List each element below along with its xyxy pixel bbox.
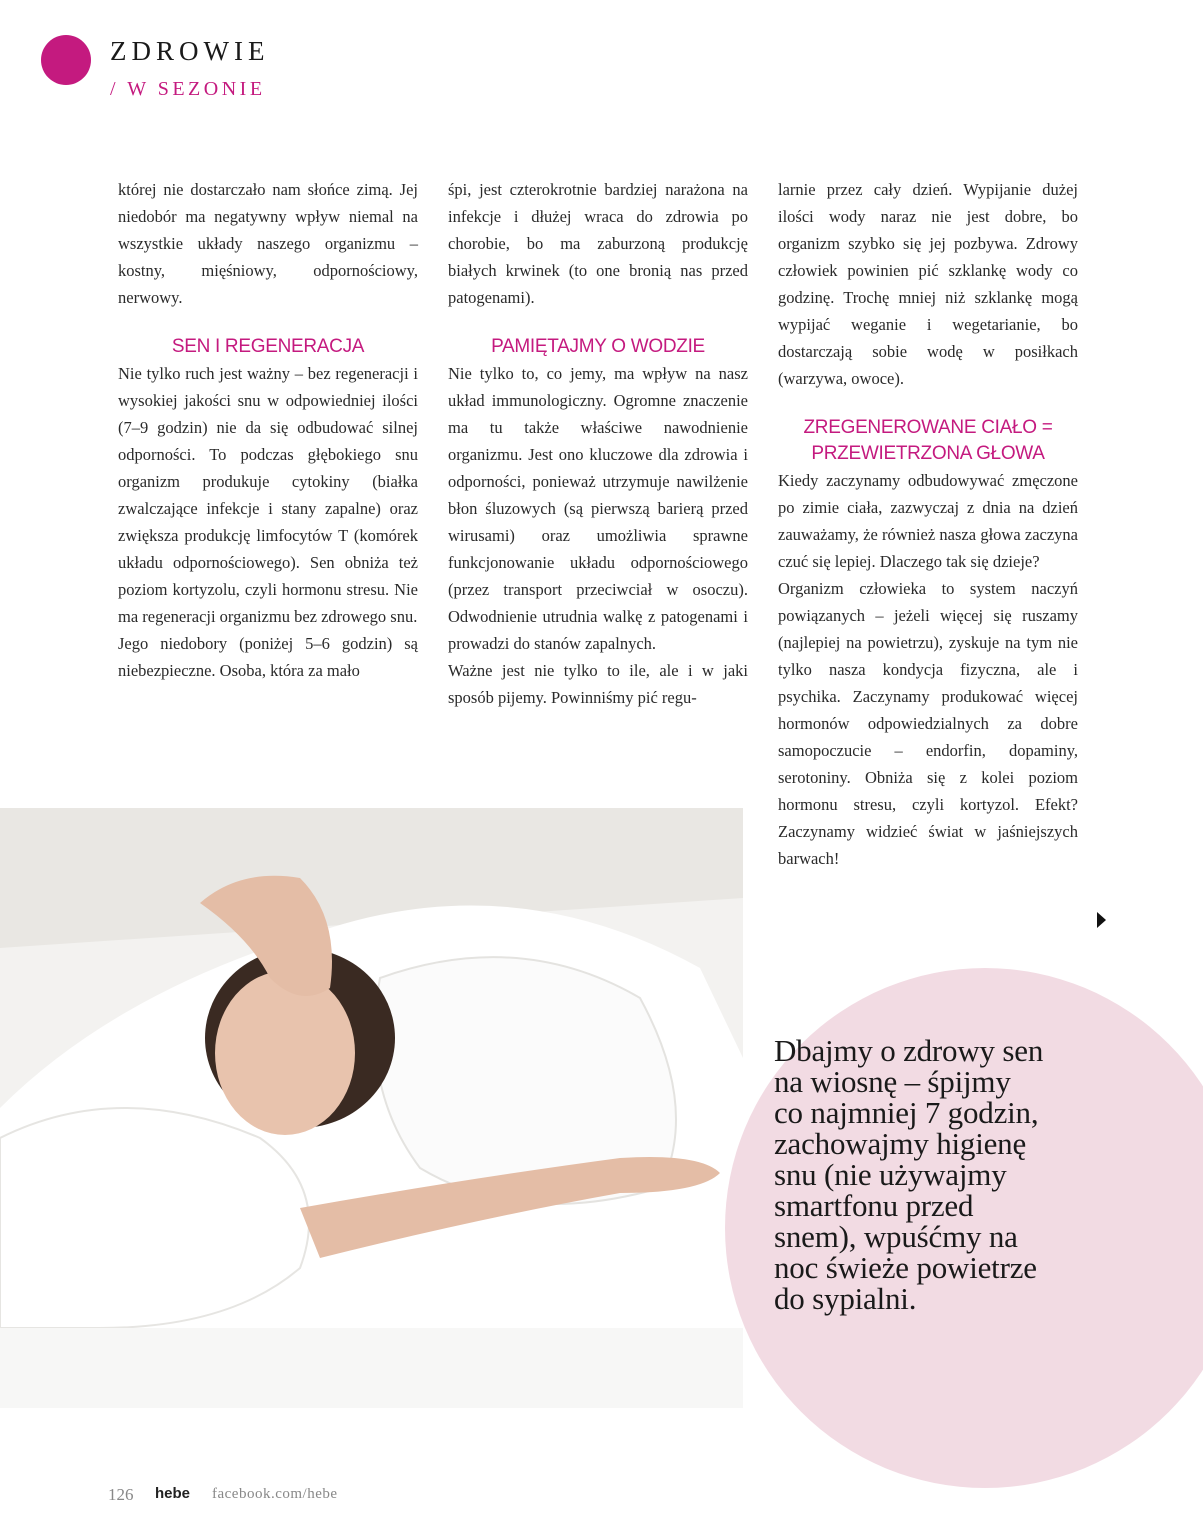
quote-line: zachowajmy higienę — [774, 1126, 1027, 1161]
heading-line: ZREGENEROWANE CIAŁO = — [803, 417, 1053, 438]
quote-line: Dbajmy o zdrowy sen — [774, 1033, 1044, 1068]
section-heading-sleep: SEN I REGENERACJA — [171, 336, 365, 357]
paragraph: której nie dostarczało nam słońce zimą. Jej niedobór ma negatywny wpływ niemal na wszystkie układy naszego organizmu – kostny, mięśniowy, odpornościowy, nerwowy. — [118, 180, 418, 307]
quote-line: smartfonu przed — [774, 1188, 974, 1223]
brand-logo: hebe — [155, 1485, 191, 1502]
quote-line: na wiosnę – śpijmy — [774, 1064, 1011, 1099]
quote-line: snu (nie używajmy — [774, 1157, 1007, 1192]
quote-line: snem), wpuśćmy na — [774, 1219, 1018, 1254]
section-heading-water: PAMIĘTAJMY O WODZIE — [491, 336, 705, 357]
paragraph: larnie przez cały dzień. Wypijanie dużej ilości wody naraz nie jest dobre, bo organizm szybko się jej pozbywa. Zdrowy człowiek powinien pić szklankę wody co godzinę. Trochę mniej niż szklankę mogą wypijać weganie i wegetarianie, bo dostarczają sobie wodę w posiłkach (warzywa, owoce). — [778, 180, 1078, 388]
heading-line: PRZEWIETRZONA GŁOWA — [811, 443, 1045, 464]
section-dot-icon — [41, 35, 91, 85]
quote-line: co najmniej 7 godzin, — [774, 1095, 1039, 1130]
website-link: facebook.com/hebe — [212, 1486, 338, 1502]
article-column-3 — [778, 176, 1078, 872]
woman-stretching-in-bed-photo — [0, 808, 743, 1408]
article-column-1 — [118, 176, 418, 684]
paragraph: śpi, jest czterokrotnie bardziej narażona na infekcje i dłużej wraca do zdrowia po chorobie, bo ma zaburzoną produkcję białych krwinek (to one bronią nas przed patogenami). — [448, 180, 748, 307]
pull-quote — [774, 1035, 1104, 1314]
quote-line: noc świeże powietrze — [774, 1250, 1037, 1285]
article-column-2 — [448, 176, 748, 711]
continue-arrow-icon — [1097, 912, 1106, 928]
section-title: ZDROWIE — [110, 36, 270, 66]
section-heading-body-head — [778, 415, 1078, 467]
paragraph: Nie tylko to, co jemy, ma wpływ na nasz układ immunologiczny. Ogromne znaczenie ma tu także właściwe nawodnienie organizmu. Jest ono kluczowe dla zdrowia i odporności, ponieważ utrzymuje nawilżenie błon śluzowych (są pierwszą barierą przed wirusami) oraz umożliwia sprawne funkcjonowanie układu odpornościowego (przez transport przeciwciał w osoczu). Odwodnienie utrudnia walkę z patogenami i prowadzi do stanów zapalnych. — [448, 364, 748, 653]
paragraph: Ważne jest nie tylko to ile, ale i w jaki sposób pijemy. Powinniśmy pić regu- — [448, 661, 748, 707]
paragraph: Organizm człowieka to system naczyń powiązanych – jeżeli więcej się ruszamy (najlepiej na powietrzu), zyskuje na tym nie tylko nasza kondycja fizyczna, ale i psychika. Zaczynamy produkować więcej hormonów odpowiedzialnych za dobre samopoczucie – endorfin, dopaminy, serotoniny. Obniża się z kolei poziom hormonu stresu, czyli kortyzol. Efekt? Zaczynamy widzieć świat w jaśniejszych barwach! — [778, 579, 1078, 868]
paragraph: Kiedy zaczynamy odbudowywać zmęczone po zimie ciała, zazwyczaj z dnia na dzień zauważamy, że również nasza głowa zaczyna czuć się lepiej. Dlaczego tak się dzieje? — [778, 471, 1078, 571]
quote-line: do sypialni. — [774, 1281, 917, 1316]
photo-illustration — [0, 808, 743, 1408]
page-number: 126 — [108, 1485, 134, 1504]
subsection-title: / W SEZONIE — [110, 78, 266, 100]
paragraph: Jego niedobory (poniżej 5–6 godzin) są niebezpieczne. Osoba, która za mało — [118, 634, 418, 680]
paragraph: Nie tylko ruch jest ważny – bez regeneracji i wysokiej jakości snu w odpowiedniej ilości (7–9 godzin) nie da się odbudować silnej odporności. To podczas głębokiego snu organizm produkuje cytokiny (białka zwalczające infekcje i stany zapalne) oraz zwiększa produkcję limfocytów T (komórek układu odpornościowego). Sen obniża też poziom kortyzolu, czyli hormonu stresu. Nie ma regeneracji organizmu bez zdrowego snu. — [118, 364, 418, 626]
